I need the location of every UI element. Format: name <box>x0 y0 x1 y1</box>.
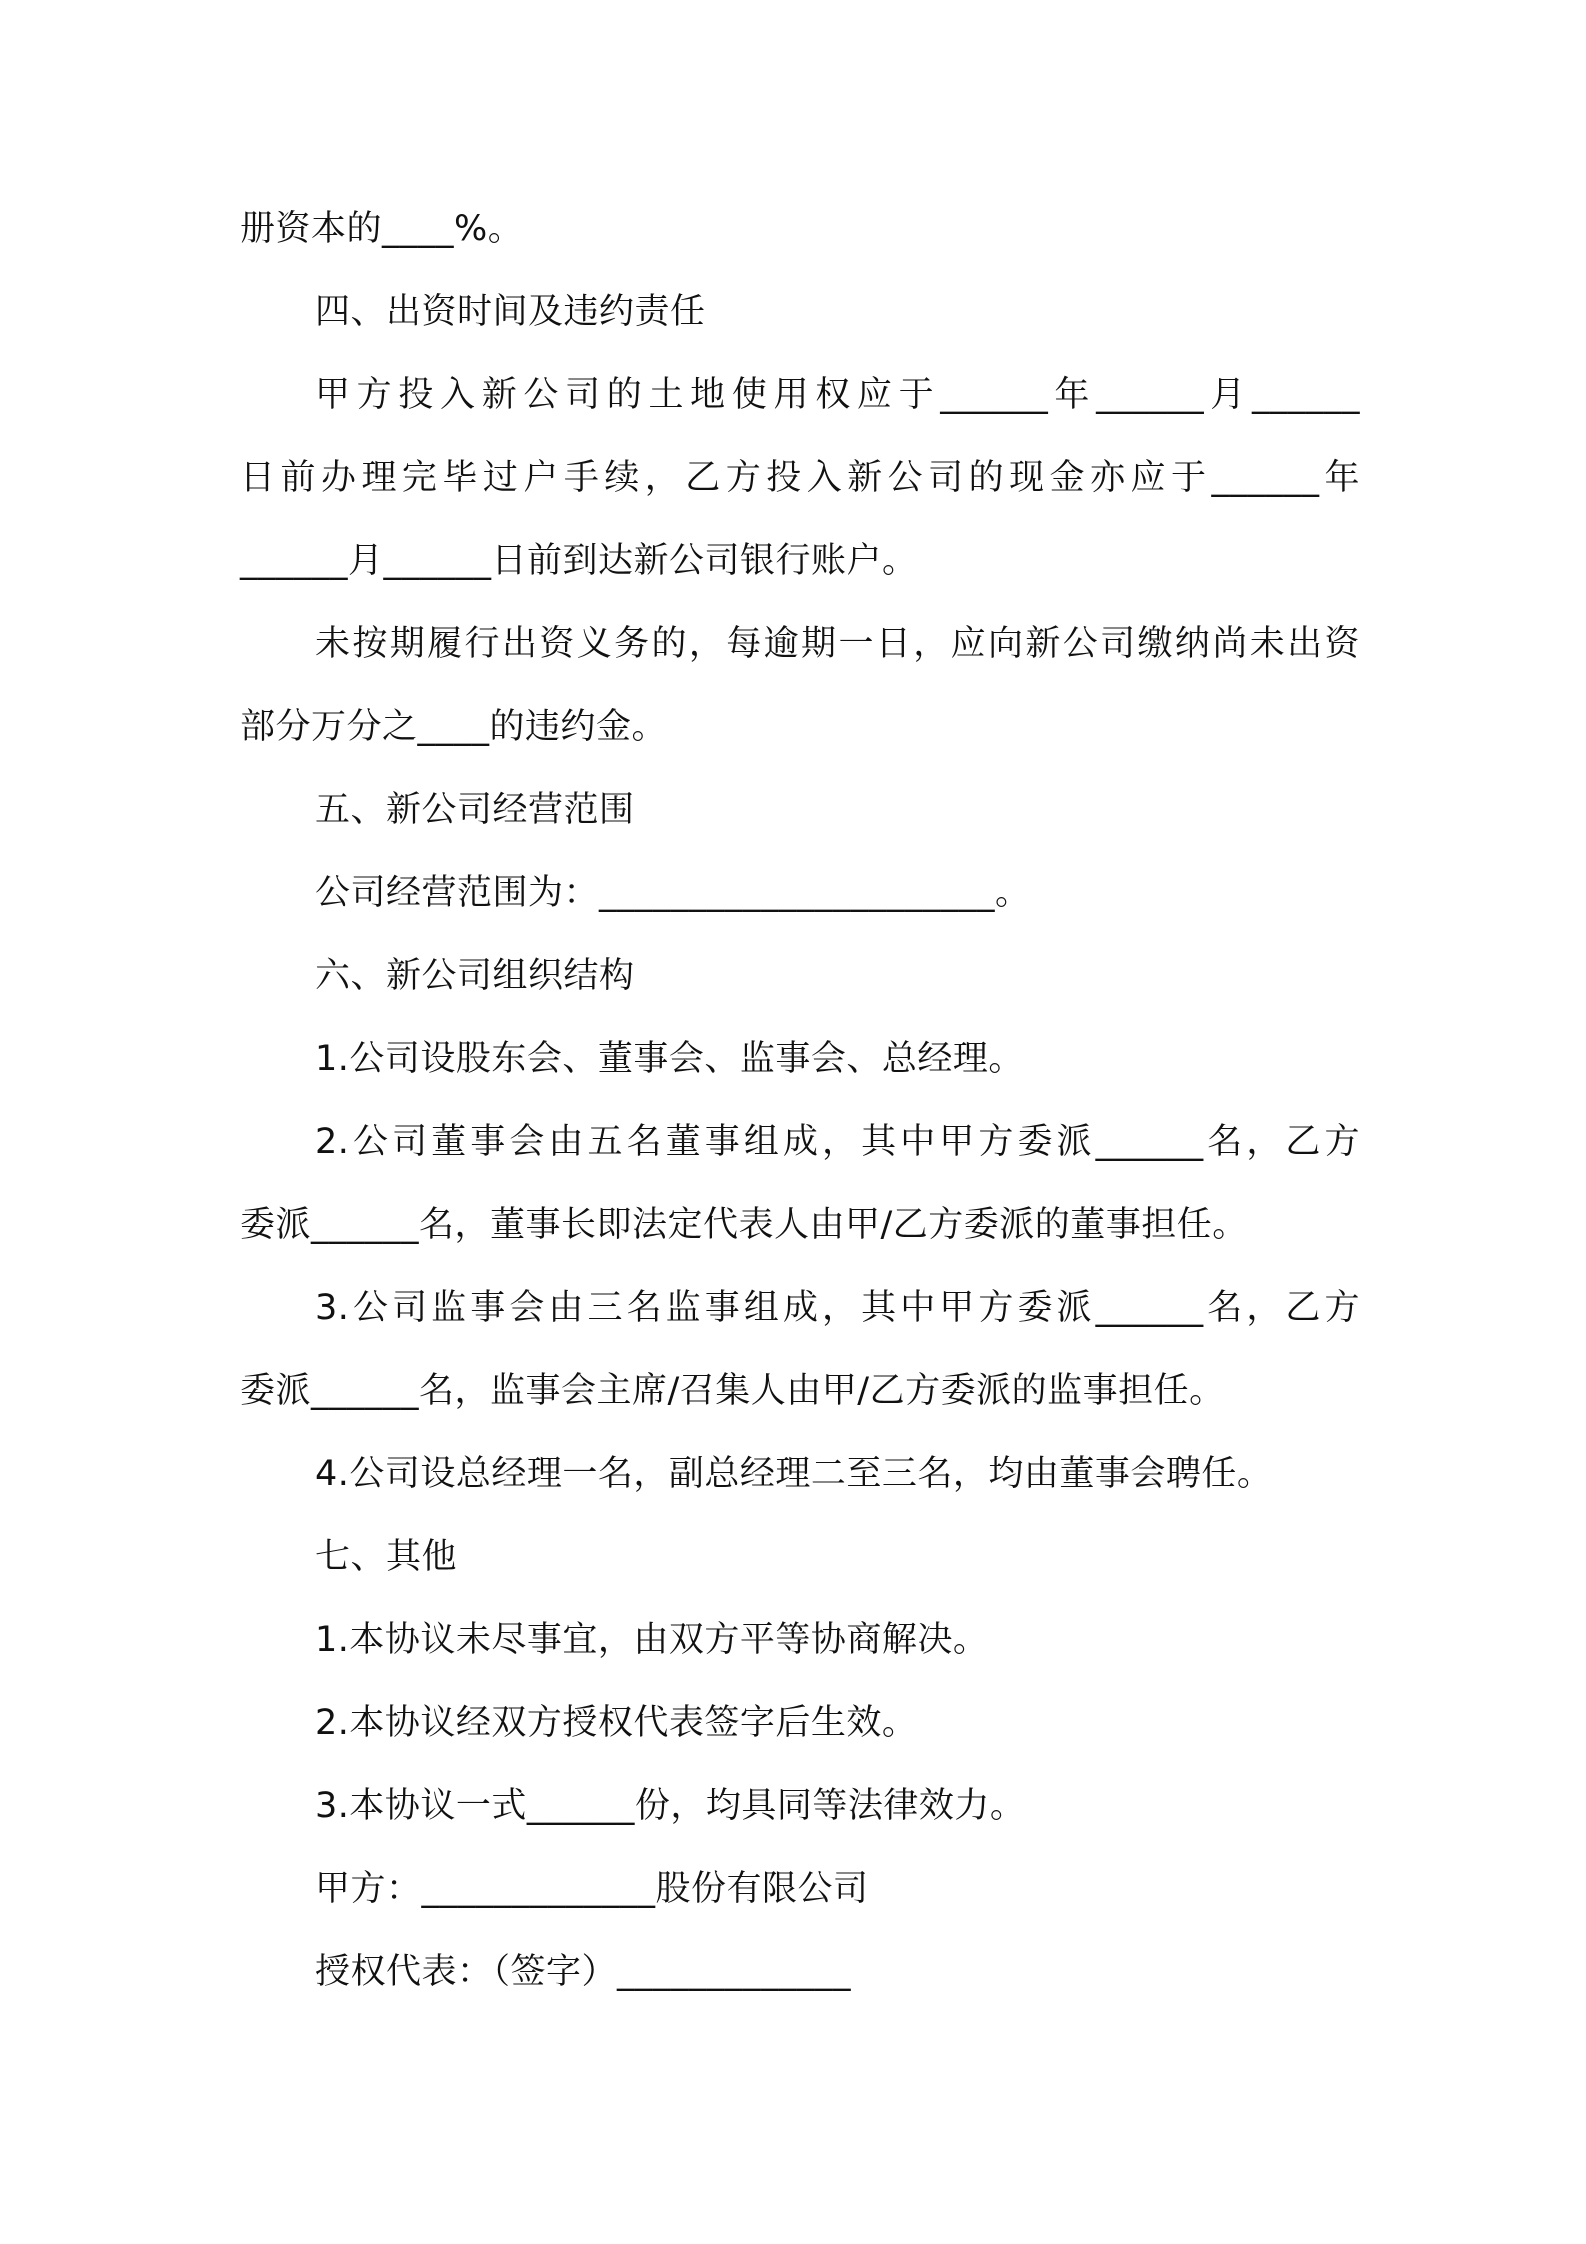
paragraph-line: 公司经营范围为：______________________。 <box>315 873 1031 913</box>
section-heading-7: 七、其他 <box>315 1537 458 1577</box>
paragraph-line: 部分万分之____的违约金。 <box>240 707 668 747</box>
list-item: 2.公司董事会由五名董事组成，其中甲方委派______名，乙方 <box>315 1122 1360 1162</box>
list-item: 2.本协议经双方授权代表签字后生效。 <box>315 1703 918 1743</box>
list-item: 3.公司监事会由三名监事组成，其中甲方委派______名，乙方 <box>315 1288 1360 1328</box>
party-a-line: 甲方：_____________股份有限公司 <box>315 1869 869 1909</box>
list-item: 4.公司设总经理一名，副总经理二至三名，均由董事会聘任。 <box>315 1454 1273 1494</box>
paragraph-line: 未按期履行出资义务的，每逾期一日，应向新公司缴纳尚未出资 <box>315 624 1360 664</box>
list-item: 3.本协议一式______份，均具同等法律效力。 <box>315 1786 1026 1826</box>
paragraph-line: 甲方投入新公司的土地使用权应于______年______月______ <box>315 375 1360 415</box>
authorized-rep-line: 授权代表：（签字）_____________ <box>315 1952 852 1992</box>
list-item: 1.公司设股东会、董事会、监事会、总经理。 <box>315 1039 1024 1079</box>
paragraph-line: 日前办理完毕过户手续，乙方投入新公司的现金亦应于______年 <box>240 458 1360 498</box>
section-heading-6: 六、新公司组织结构 <box>315 956 635 996</box>
paragraph-line: 委派______名，董事长即法定代表人由甲/乙方委派的董事担任。 <box>240 1205 1248 1245</box>
section-heading-4: 四、出资时间及违约责任 <box>315 292 706 332</box>
text-line-capital-percent: 册资本的____%。 <box>240 209 524 249</box>
paragraph-line: ______月______日前到达新公司银行账户。 <box>240 541 918 581</box>
section-heading-5: 五、新公司经营范围 <box>315 790 635 830</box>
paragraph-line: 委派______名，监事会主席/召集人由甲/乙方委派的监事担任。 <box>240 1371 1225 1411</box>
list-item: 1.本协议未尽事宜，由双方平等协商解决。 <box>315 1620 989 1660</box>
